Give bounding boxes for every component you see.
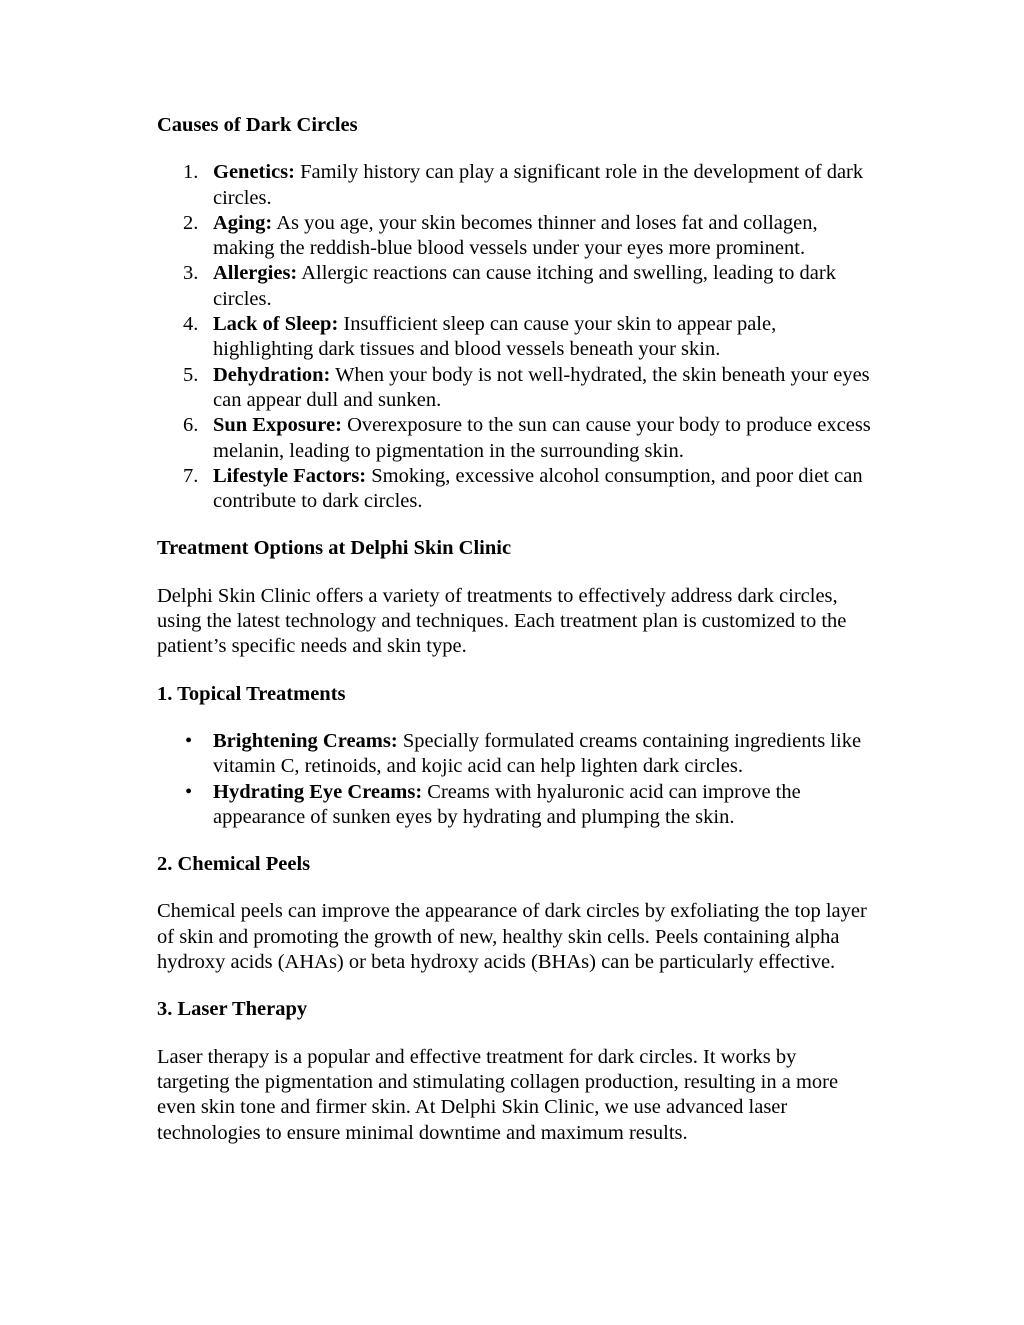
laser-paragraph: Laser therapy is a popular and effective treatment for dark circles. It works by targeting the pigmentation and stimulating collagen production, resulting in a more even skin tone and firmer skin. At Delphi Skin Clinic, we use advanced laser technologies to ensure minimal downtime and maximum results. [157, 1045, 839, 1144]
peels-heading: 2. Chemical Peels [157, 853, 311, 876]
list-item [157, 780, 872, 831]
cause-description: Overexposure to the sun can cause your body to produce excess melanin, leading to pigmentation in the surrounding skin. [213, 414, 871, 462]
cause-term: Dehydration: [213, 363, 331, 386]
list-item [157, 729, 872, 780]
causes-list [157, 160, 872, 514]
topical-list [157, 729, 872, 830]
cause-term: Lifestyle Factors: [213, 464, 367, 487]
cause-term: Sun Exposure: [213, 414, 342, 437]
list-item [157, 211, 872, 262]
list-number: 5. [183, 363, 199, 386]
treatment-heading: Treatment Options at Delphi Skin Clinic [157, 537, 512, 560]
cause-description: Family history can play a significant role in the development of dark circles. [213, 161, 864, 209]
cause-description: Allergic reactions can cause itching and swelling, leading to dark circles. [213, 262, 836, 310]
cause-description: Insufficient sleep can cause your skin to appear pale, highlighting dark tissues and blood vessels beneath your skin. [213, 313, 777, 361]
bullet-icon: • [185, 729, 193, 752]
list-number: 7. [183, 464, 199, 487]
list-item [157, 363, 872, 414]
list-number: 3. [183, 262, 199, 285]
cause-description: Smoking, excessive alcohol consumption, and poor diet can contribute to dark circles. [213, 464, 863, 513]
cause-term: Genetics: [213, 161, 295, 184]
list-number: 4. [183, 313, 199, 336]
list-number: 2. [183, 211, 199, 234]
document-page [157, 113, 872, 1146]
topical-heading: 1. Topical Treatments [157, 682, 346, 705]
treatment-intro: Delphi Skin Clinic offers a variety of treatments to effectively address dark circles, using the latest technology and techniques. Each treatment plan is customized to the patient’s specific needs and skin type. [157, 584, 847, 658]
causes-heading: Causes of Dark Circles [157, 114, 358, 136]
list-item [157, 464, 872, 515]
list-number: 6. [183, 414, 199, 437]
cause-description: When your body is not well-hydrated, the skin beneath your eyes can appear dull and sunken. [213, 363, 870, 411]
list-item [157, 413, 872, 464]
bullet-icon: • [185, 780, 193, 803]
cause-description: As you age, your skin becomes thinner and loses fat and collagen, making the reddish-blue blood vessels under your eyes more prominent. [213, 211, 818, 260]
peels-paragraph: Chemical peels can improve the appearance of dark circles by exfoliating the top layer of skin and promoting the growth of new, healthy skin cells. Peels containing alpha hydroxy acids (AHAs) or beta hydroxy acids (BHAs) can be particularly effective. [157, 900, 867, 974]
list-item [157, 160, 872, 211]
treatment-term: Brightening Creams: [213, 729, 398, 752]
cause-term: Lack of Sleep: [213, 313, 339, 336]
treatment-description: Specially formulated creams containing ingredients like vitamin C, retinoids, and kojic acid can help lighten dark circles. [213, 729, 862, 778]
list-item [157, 312, 872, 363]
laser-heading: 3. Laser Therapy [157, 998, 308, 1021]
cause-term: Aging: [213, 211, 273, 234]
list-number: 1. [183, 161, 199, 184]
list-item [157, 261, 872, 312]
cause-term: Allergies: [213, 262, 298, 285]
treatment-term: Hydrating Eye Creams: [213, 780, 423, 803]
treatment-description: Creams with hyaluronic acid can improve the appearance of sunken eyes by hydrating and plumping the skin. [213, 780, 801, 828]
